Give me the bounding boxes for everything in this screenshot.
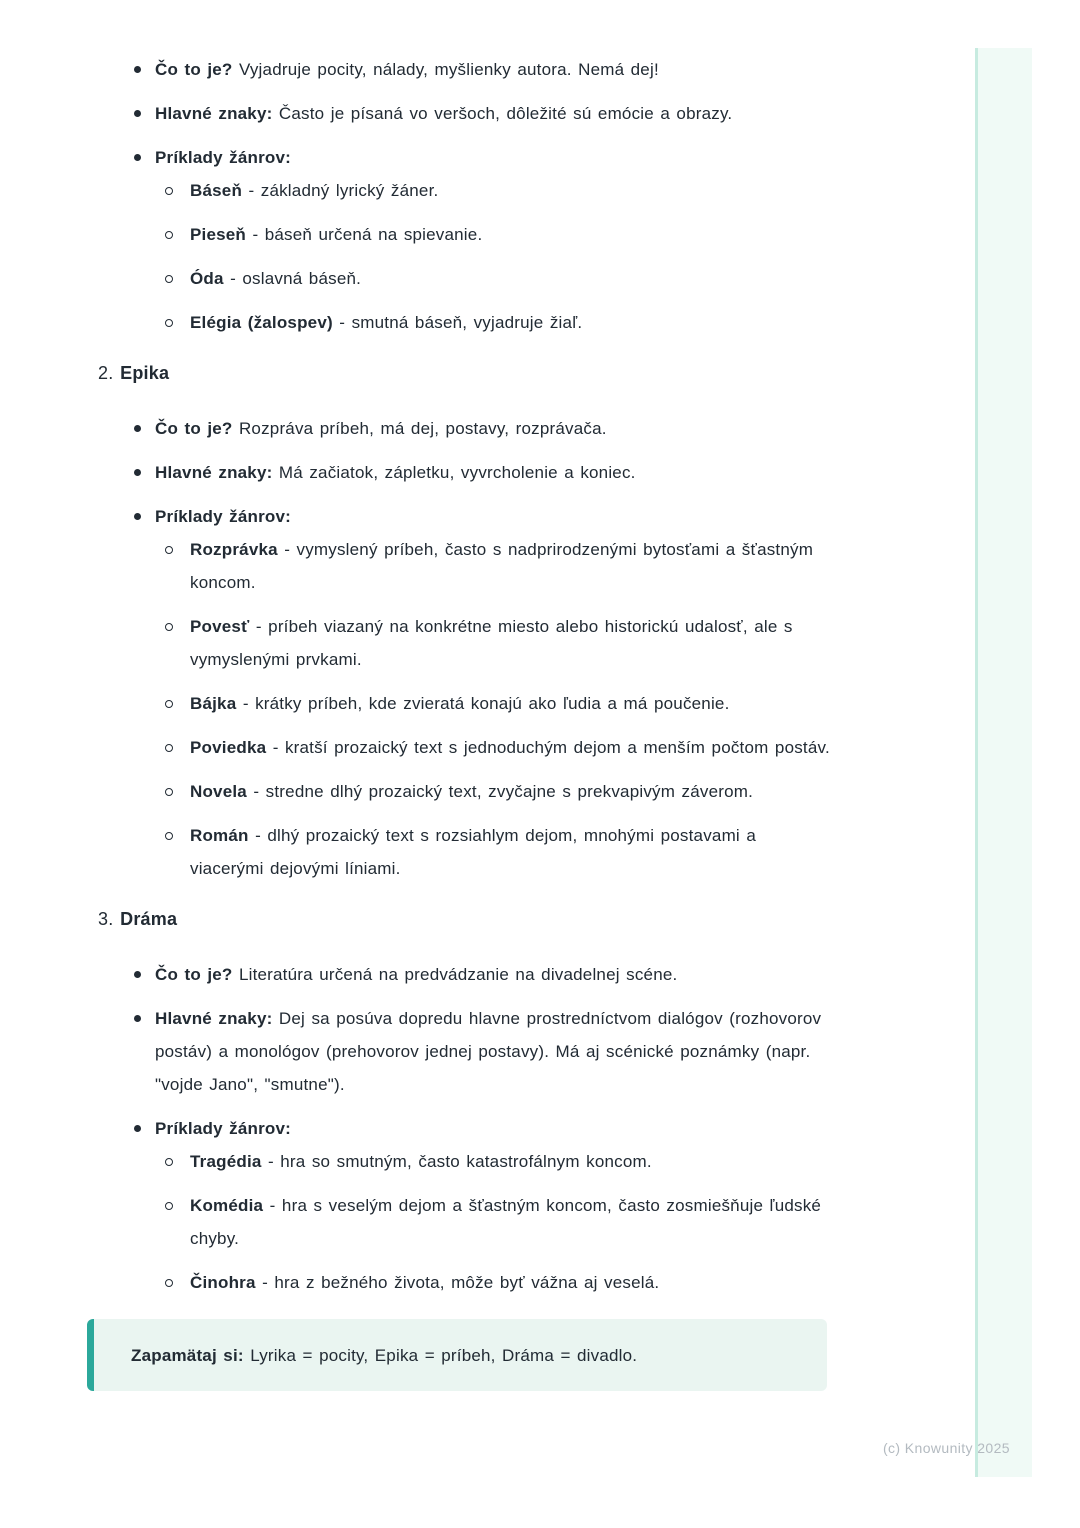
- section-number: 2.: [98, 363, 114, 383]
- term-label: Čo to je?: [155, 965, 233, 984]
- term-label: Príklady žánrov:: [155, 1119, 292, 1138]
- genre-name: Činohra: [190, 1273, 256, 1292]
- bullet-circle-icon: [165, 744, 173, 752]
- bullet-disc-icon: [134, 469, 141, 476]
- genre-item: [155, 731, 835, 764]
- section-heading-epika: [98, 357, 835, 390]
- genre-name: Komédia: [190, 1196, 264, 1215]
- genre-name: Tragédia: [190, 1152, 262, 1171]
- drama-genre-list: [155, 1145, 835, 1299]
- list-item: [98, 456, 835, 489]
- epika-bullet-list: [98, 412, 835, 885]
- genre-desc: - smutná báseň, vyjadruje žiaľ.: [339, 313, 583, 332]
- bullet-disc-icon: [134, 154, 141, 161]
- list-item: [98, 1112, 835, 1299]
- genre-item: [155, 610, 835, 676]
- genre-item: [155, 1145, 835, 1178]
- bullet-circle-icon: [165, 788, 173, 796]
- bullet-circle-icon: [165, 1202, 173, 1210]
- list-item: [98, 53, 835, 86]
- term-desc: Literatúra určená na predvádzanie na divadelnej scéne.: [238, 965, 678, 984]
- list-item: [98, 97, 835, 130]
- genre-name: Novela: [190, 782, 247, 801]
- genre-item: [155, 819, 835, 885]
- genre-desc: - hra s veselým dejom a šťastným koncom, často zosmiešňuje ľudské chyby.: [190, 1196, 822, 1248]
- section-title: Epika: [120, 363, 170, 383]
- callout-label: Zapamätaj si:: [131, 1346, 244, 1365]
- list-item: [98, 1002, 835, 1101]
- bullet-circle-icon: [165, 832, 173, 840]
- callout-text: Lyrika = pocity, Epika = príbeh, Dráma = divadlo.: [250, 1346, 638, 1365]
- bullet-circle-icon: [165, 1279, 173, 1287]
- term-label: Hlavné znaky:: [155, 463, 273, 482]
- genre-desc: - hra z bežného života, môže byť vážna aj veselá.: [262, 1273, 660, 1292]
- lyrika-bullet-list: [98, 53, 835, 339]
- notes-content: [98, 53, 835, 1391]
- term-desc: Dej sa posúva dopredu hlavne prostredníctvom dialógov (rozhovorov postáv) a monológov (prehovorov jednej postavy). Má aj scénické poznámky (napr. "vojde Jano", "smutne").: [155, 1009, 822, 1094]
- genre-name: Báseň: [190, 181, 243, 200]
- genre-desc: - dlhý prozaický text s rozsiahlym dejom, mnohými postavami a viacerými dejovými líniami.: [190, 826, 756, 878]
- genre-item: [155, 687, 835, 720]
- bullet-circle-icon: [165, 1158, 173, 1166]
- side-highlight-strip: [975, 48, 1032, 1477]
- lyrika-genre-list: [155, 174, 835, 339]
- section-title: Dráma: [120, 909, 178, 929]
- term-desc: Rozpráva príbeh, má dej, postavy, rozprávača.: [238, 419, 607, 438]
- bullet-disc-icon: [134, 425, 141, 432]
- term-label: Čo to je?: [155, 60, 233, 79]
- genre-name: Óda: [190, 269, 224, 288]
- genre-item: [155, 306, 835, 339]
- term-label: Hlavné znaky:: [155, 104, 273, 123]
- genre-item: [155, 174, 835, 207]
- bullet-disc-icon: [134, 513, 141, 520]
- bullet-disc-icon: [134, 1015, 141, 1022]
- callout-box: [87, 1319, 827, 1391]
- list-item: [98, 958, 835, 991]
- genre-desc: - stredne dlhý prozaický text, zvyčajne s prekvapivým záverom.: [253, 782, 754, 801]
- bullet-circle-icon: [165, 623, 173, 631]
- genre-desc: - vymyslený príbeh, často s nadprirodzenými bytosťami a šťastným koncom.: [190, 540, 814, 592]
- bullet-disc-icon: [134, 971, 141, 978]
- bullet-circle-icon: [165, 319, 173, 327]
- genre-item: [155, 1189, 835, 1255]
- genre-name: Bájka: [190, 694, 237, 713]
- term-desc: Často je písaná vo veršoch, dôležité sú emócie a obrazy.: [278, 104, 733, 123]
- bullet-disc-icon: [134, 1125, 141, 1132]
- genre-item: [155, 775, 835, 808]
- bullet-disc-icon: [134, 110, 141, 117]
- term-label: Príklady žánrov:: [155, 148, 292, 167]
- bullet-circle-icon: [165, 546, 173, 554]
- genre-item: [155, 262, 835, 295]
- list-item: [98, 141, 835, 339]
- genre-item: [155, 533, 835, 599]
- term-desc: Má začiatok, zápletku, vyvrcholenie a koniec.: [278, 463, 636, 482]
- term-desc: Vyjadruje pocity, nálady, myšlienky autora. Nemá dej!: [238, 60, 659, 79]
- copyright-text: (c) Knowunity 2025: [882, 1440, 1010, 1456]
- bullet-circle-icon: [165, 275, 173, 283]
- genre-name: Poviedka: [190, 738, 267, 757]
- genre-name: Elégia (žalospev): [190, 313, 333, 332]
- term-label: Čo to je?: [155, 419, 233, 438]
- term-label: Príklady žánrov:: [155, 507, 292, 526]
- genre-desc: - kratší prozaický text s jednoduchým dejom a menším počtom postáv.: [272, 738, 830, 757]
- genre-name: Povesť: [190, 617, 250, 636]
- genre-name: Román: [190, 826, 249, 845]
- bullet-circle-icon: [165, 187, 173, 195]
- genre-desc: - oslavná báseň.: [230, 269, 362, 288]
- drama-bullet-list: [98, 958, 835, 1299]
- genre-desc: - krátky príbeh, kde zvieratá konajú ako ľudia a má poučenie.: [242, 694, 730, 713]
- section-number: 3.: [98, 909, 114, 929]
- genre-desc: - báseň určená na spievanie.: [252, 225, 483, 244]
- genre-desc: - základný lyrický žáner.: [248, 181, 439, 200]
- genre-desc: - príbeh viazaný na konkrétne miesto alebo historickú udalosť, ale s vymyslenými prvkami.: [190, 617, 793, 669]
- bullet-disc-icon: [134, 66, 141, 73]
- genre-desc: - hra so smutným, často katastrofálnym koncom.: [267, 1152, 652, 1171]
- bullet-circle-icon: [165, 231, 173, 239]
- genre-item: [155, 1266, 835, 1299]
- genre-name: Pieseň: [190, 225, 247, 244]
- genre-item: [155, 218, 835, 251]
- list-item: [98, 500, 835, 885]
- term-label: Hlavné znaky:: [155, 1009, 273, 1028]
- section-heading-drama: [98, 903, 835, 936]
- genre-name: Rozprávka: [190, 540, 278, 559]
- list-item: [98, 412, 835, 445]
- epika-genre-list: [155, 533, 835, 885]
- bullet-circle-icon: [165, 700, 173, 708]
